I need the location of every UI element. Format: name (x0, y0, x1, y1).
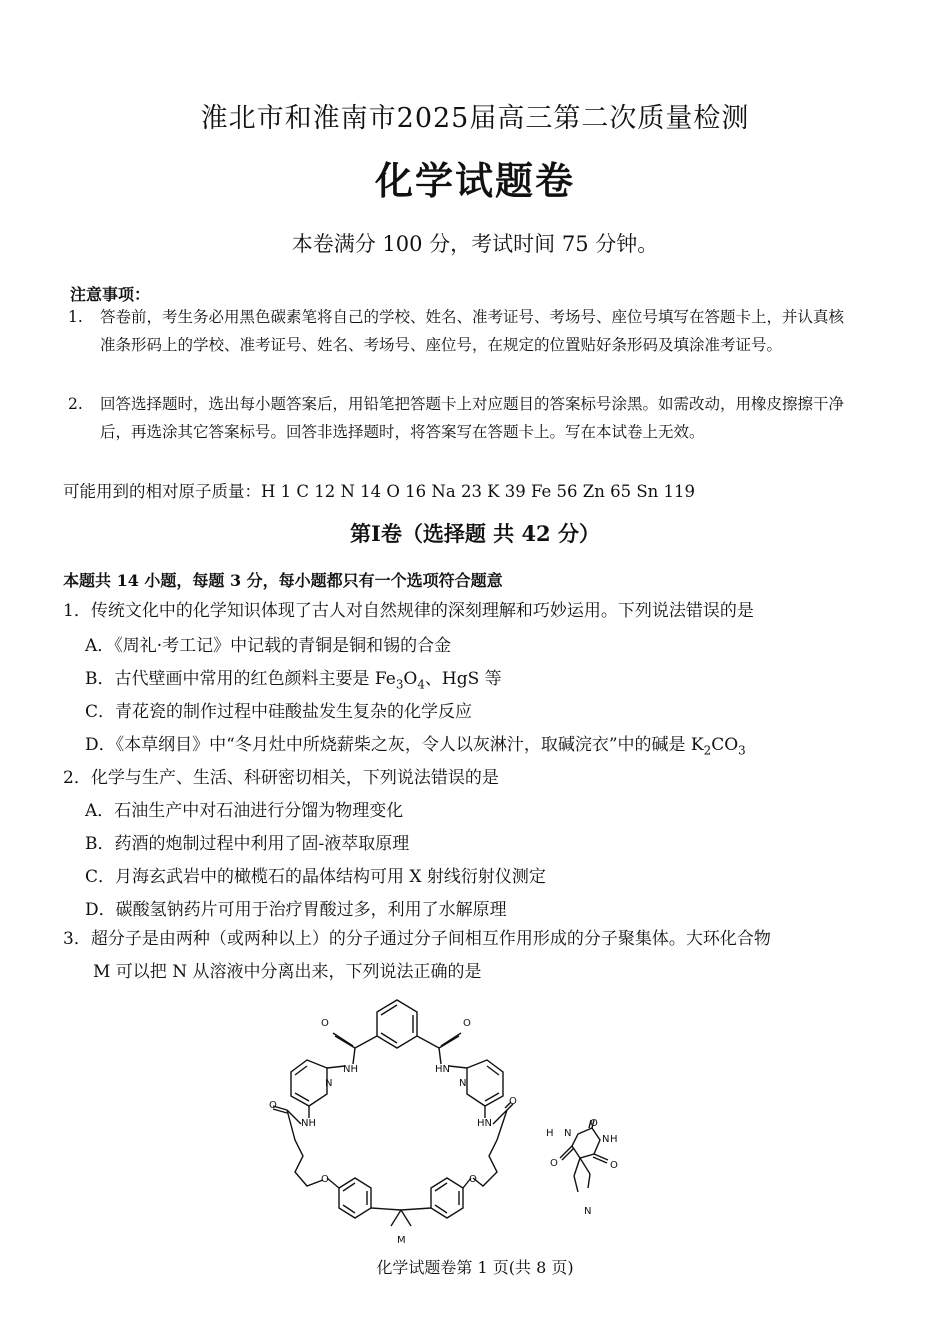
structure-n-diagram (538, 1118, 638, 1233)
atom-n-label: N (602, 1134, 610, 1145)
subject-title: 化学试题卷 (374, 158, 575, 203)
question-1-stem: 1．传统文化中的化学知识体现了古人对自然规律的深刻理解和巧妙运用。下列说法错误的是 (63, 601, 754, 621)
atom-n-label: N (564, 1128, 572, 1139)
notice-item-2 (68, 390, 858, 446)
question-1-option-b: B．古代壁画中常用的红色颜料主要是 $Fe_3O_4$、HgS 等 (85, 669, 502, 692)
question-1-option-d: D．《本草纲目》中“冬月灶中所烧薪柴之灰，令人以灰淋汁，取碱浣衣”中的碱是 $K_2CO_3$ (85, 735, 746, 758)
atom-o-label: O (463, 1018, 471, 1029)
atom-n-label: N (325, 1078, 333, 1089)
atom-o-label: O (590, 1118, 598, 1129)
page-footer: 化学试题卷第 1 页(共 8 页) (376, 1258, 574, 1277)
question-1-option-c: C．青花瓷的制作过程中硅酸盐发生复杂的化学反应 (85, 702, 473, 722)
atom-o-label: O (469, 1174, 477, 1185)
notice-item-1 (68, 303, 858, 359)
atom-hn-label: HN (477, 1118, 492, 1129)
section-title: 第Ⅰ卷（选择题 共 42 分） (350, 521, 600, 546)
atom-o-label: O (269, 1100, 277, 1111)
atomic-masses: 可能用到的相对原子质量：H 1 C 12 N 14 O 16 Na 23 K 39 Fe 56 Zn 65 Sn 119 (63, 482, 696, 501)
question-2-option-c: C．月海玄武岩中的橄榄石的晶体结构可用 X 射线衍射仪测定 (85, 867, 546, 887)
question-2-option-d: D．碳酸氢钠药片可用于治疗胃酸过多，利用了水解原理 (85, 900, 507, 920)
score-info: 本卷满分 100 分，考试时间 75 分钟。 (291, 232, 659, 256)
question-2-option-b: B．药酒的炮制过程中利用了固-液萃取原理 (85, 834, 410, 854)
atom-h-label: H (610, 1134, 618, 1145)
notice-item-text: 答卷前，考生务必用黑色碳素笔将自己的学校、姓名、准考证号、考场号、座位号填写在答题卡上，并认真核准条形码上的学校、准考证号、姓名、考场号、座位号，在规定的位置贴好条形码及填涂准考证号。 (100, 308, 845, 354)
notice-item-text: 回答选择题时，选出每小题答案后，用铅笔把答题卡上对应题目的答案标号涂黑。如需改动，用橡皮擦擦干净后，再选涂其它答案标号。回答非选择题时，将答案写在答题卡上。写在本试卷上无效。 (100, 395, 845, 441)
notice-item-number: 2. (68, 395, 83, 413)
atom-nh-label: NH (343, 1064, 358, 1075)
atom-n-label: N (459, 1078, 467, 1089)
atom-o-label: O (509, 1096, 517, 1107)
atom-nh-label: NH (301, 1118, 316, 1129)
atom-o-label: O (550, 1158, 558, 1169)
question-3-stem (63, 923, 883, 989)
question-1-option-a: A．《周礼·考工记》中记载的青铜是铜和锡的合金 (85, 636, 452, 656)
atom-hn-label: HN (435, 1064, 450, 1075)
notice-item-number: 1. (68, 308, 83, 326)
structure-m-label: M (397, 1235, 406, 1246)
question-2-stem: 2．化学与生产、生活、科研密切相关，下列说法错误的是 (63, 768, 499, 788)
notice-heading: 注意事项： (70, 285, 151, 304)
question-3-line-1: 3．超分子是由两种（或两种以上）的分子通过分子间相互作用形成的分子聚集体。大环化合物 (63, 929, 771, 949)
question-2-option-a: A．石油生产中对石油进行分馏为物理变化 (85, 801, 404, 821)
structure-n-label: N (584, 1206, 592, 1217)
atom-o-label: O (610, 1160, 618, 1171)
atom-o-label: O (321, 1018, 329, 1029)
atom-o-label: O (321, 1174, 329, 1185)
structure-m-diagram (265, 1000, 515, 1245)
section-instruction: 本题共 14 小题，每题 3 分，每小题都只有一个选项符合题意 (63, 571, 503, 590)
exam-title: 淮北市和淮南市2025届高三第二次质量检测 (200, 103, 750, 134)
atom-h-label: H (546, 1128, 554, 1139)
question-3-line-2: M 可以把 N 从溶液中分离出来，下列说法正确的是 (93, 962, 482, 982)
